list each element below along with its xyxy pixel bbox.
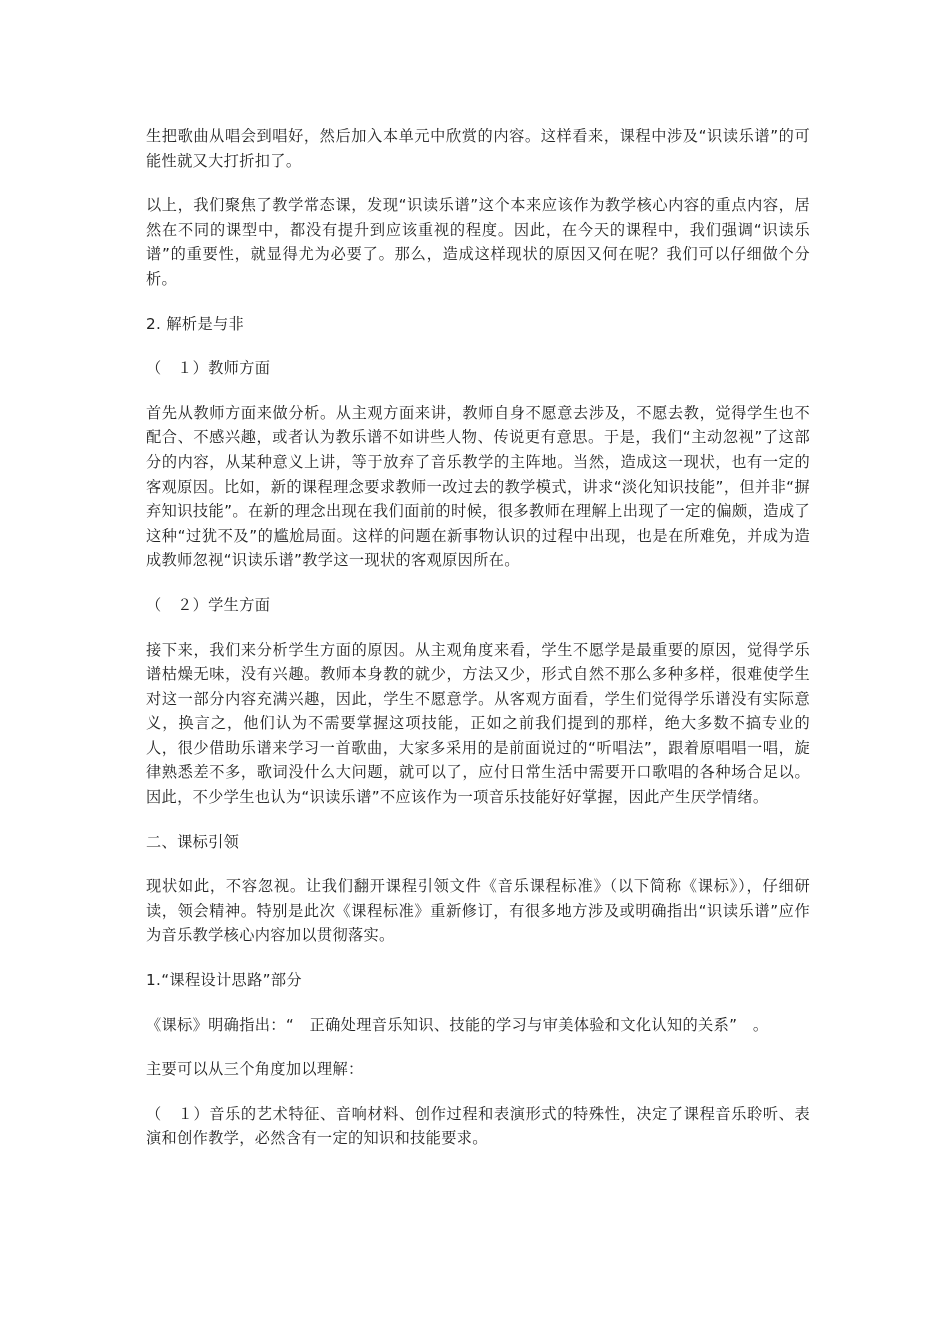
paragraph-standard: 现状如此，不容忽视。让我们翻开课程引领文件《音乐课程标准》（以下简称《课标》），仔细研读，领会精神。特别是此次《课程标准》重新修订，有很多地方涉及或明确指出“识读乐谱”应作为音乐教学核心内容加以贯彻落实。 bbox=[146, 877, 810, 945]
section-heading-standard: 二、课标引领 bbox=[146, 832, 240, 851]
section-heading-design: 1.“课程设计思路”部分 bbox=[146, 971, 302, 990]
paragraph-student: 接下来，我们来分析学生方面的原因。从主观角度来看，学生不愿学是最重要的原因，觉得学乐谱枯燥无味，没有兴趣。教师本身教的就少，方法又少，形式自然不那么多种多样，很难使学生对这一部分内容充满兴趣，因此，学生不愿意学。从客观方面看，学生们觉得学乐谱没有实际意义，换言之，他们认为不需要掌握这项技能，正如之前我们提到的那样，绝大多数不搞专业的人，很少借助乐谱来学习一首歌曲，大家多采用的是前面说过的“听唱法”，跟着原唱唱一唱，旋律熟悉差不多，歌词没什么大问题，就可以了，应付日常生活中需要开口歌唱的各种场合足以。因此，不少学生也认为“识读乐谱”不应该作为一项音乐技能好好掌握，因此产生厌学情绪。 bbox=[146, 640, 810, 807]
paragraph-angles: 主要可以从三个角度加以理解： bbox=[146, 1060, 364, 1079]
subheading-teacher: （ １）教师方面 bbox=[146, 359, 271, 378]
section-heading-analysis: 2. 解析是与非 bbox=[146, 314, 245, 333]
paragraph-intro-continued: 生把歌曲从唱会到唱好，然后加入本单元中欣赏的内容。这样看来，课程中涉及“识读乐谱”的可能性就又大打折扣了。 bbox=[146, 127, 810, 170]
paragraph-quote: 《课标》明确指出：“ 正确处理音乐知识、技能的学习与审美体验和文化认知的关系” 。 bbox=[146, 1015, 769, 1034]
paragraph-teacher: 首先从教师方面来做分析。从主观方面来讲，教师自身不愿意去涉及，不愿去教，觉得学生也不配合、不感兴趣，或者认为教乐谱不如讲些人物、传说更有意思。于是，我们“主动忽视”了这部分的内容，从某种意义上讲，等于放弃了音乐教学的主阵地。当然，造成这一现状，也有一定的客观原因。比如，新的课程理念要求教师一改过去的教学模式，讲求“淡化知识技能”，但并非“摒弃知识技能”。在新的理念出现在我们面前的时候，很多教师在理解上出现了一定的偏颇，造成了这种“过犹不及”的尴尬局面。这样的问题在新事物认识的过程中出现，也是在所难免，并成为造成教师忽视“识读乐谱”教学这一现状的客观原因所在。 bbox=[146, 403, 810, 570]
paragraph-summary: 以上，我们聚焦了教学常态课，发现“识读乐谱”这个本来应该作为教学核心内容的重点内容，居然在不同的课型中，都没有提升到应该重视的程度。因此，在今天的课程中，我们强调“识读乐谱”的重要性，就显得尤为必要了。那么，造成这样现状的原因又何在呢？我们可以仔细做个分析。 bbox=[146, 196, 810, 288]
subheading-student: （ ２）学生方面 bbox=[146, 595, 271, 614]
paragraph-angle-1: （ １）音乐的艺术特征、音响材料、创作过程和表演形式的特殊性，决定了课程音乐聆听、表演和创作教学，必然含有一定的知识和技能要求。 bbox=[146, 1104, 810, 1148]
document-body bbox=[146, 124, 810, 1171]
